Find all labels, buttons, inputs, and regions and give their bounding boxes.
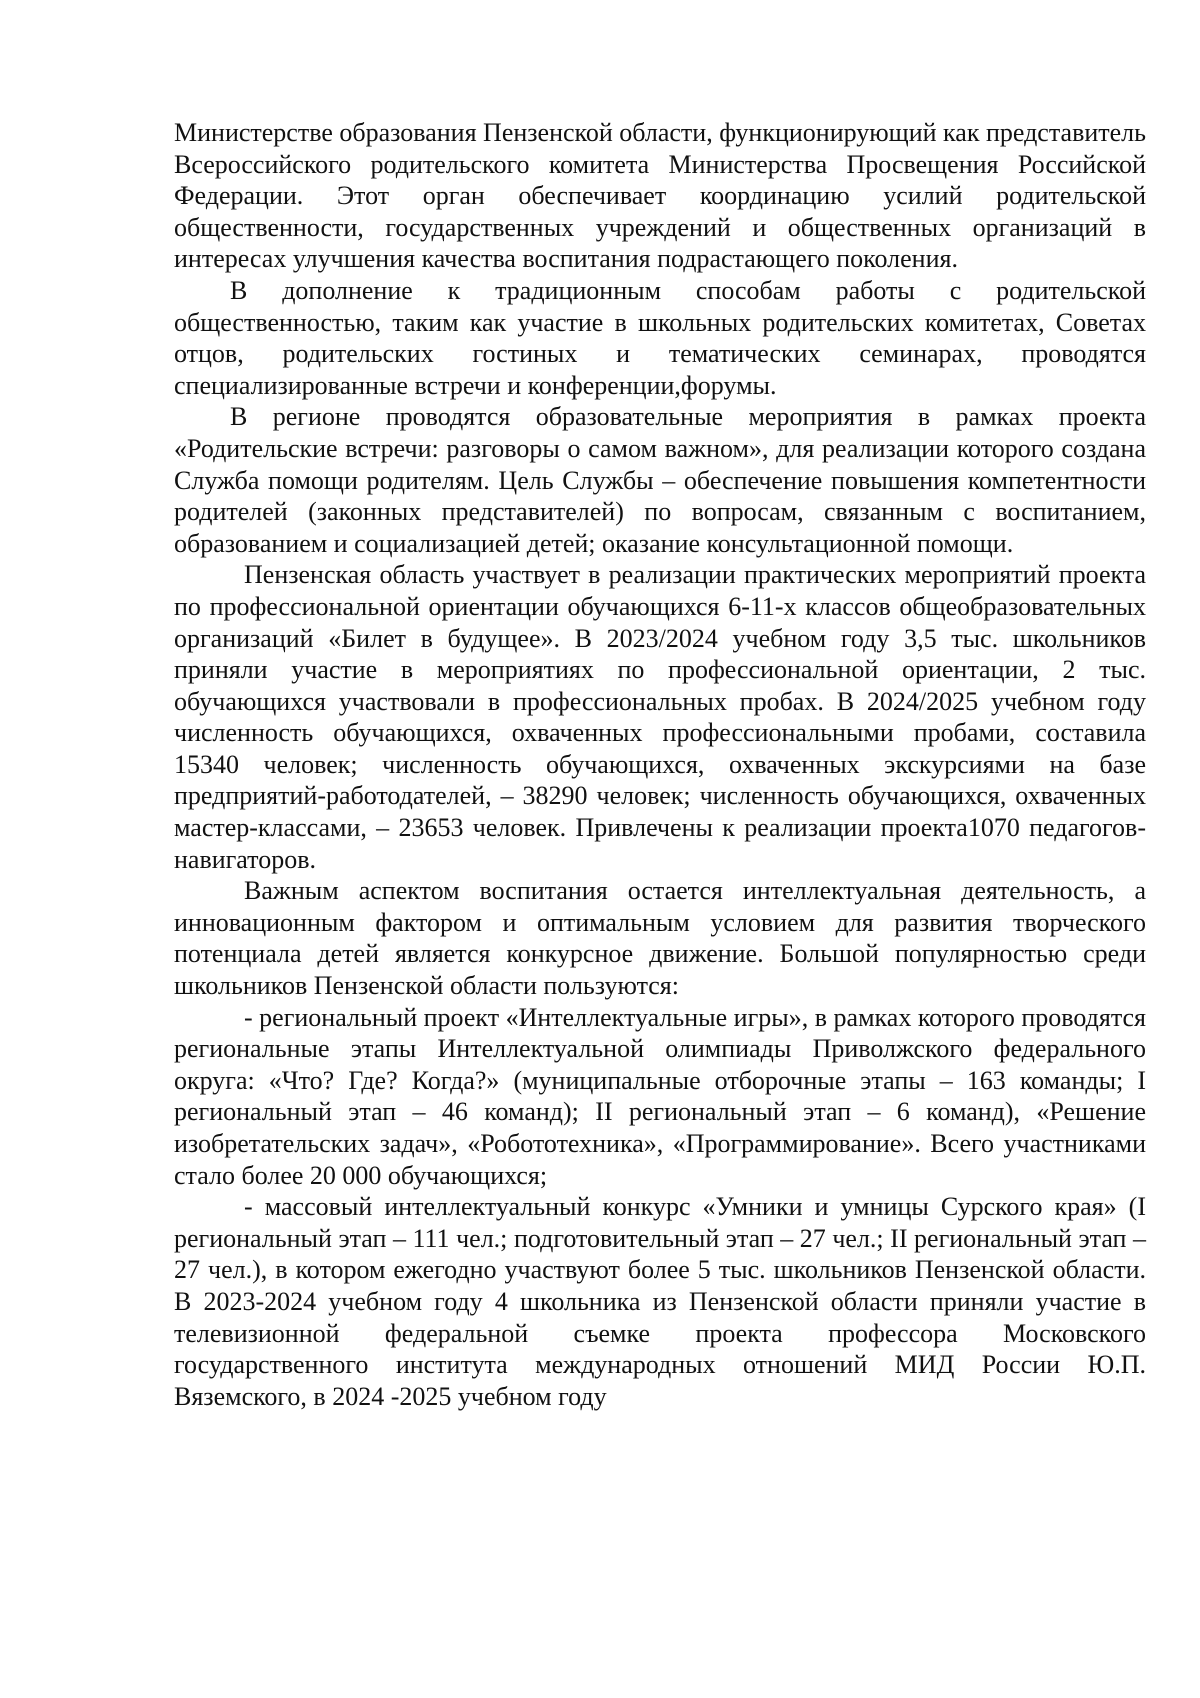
paragraph-career-guidance: Пензенская область участвует в реализации практических мероприятий проекта по профессиональной ориентации обучающихся 6-11-х классов общеобразовательных организаций «Билет в будущее». В 2023/2024 учебном году 3,5 тыс. школьников приняли участие в мероприятиях по профессиональной ориентации, 2 тыс. обучающихся участвовали в профессиональных пробах. В 2024/2025 учебном году численность обучающихся, охваченных профессиональными пробами, составила 15340 человек; численность обучающихся, охваченных экскурсиями на базе предприятий-работодателей, – 38290 человек; численность обучающихся, охваченных мастер-классами, – 23653 человек. Привлечены к реализации проекта1070 педагогов-навигаторов. xyxy=(174,560,1146,874)
list-item-intellectual-games: - региональный проект «Интеллектуальные игры», в рамках которого проводятся региональные этапы Интеллектуальной олимпиады Приволжского федерального округа: «Что? Где? Когда?» (муниципальные отборочные этапы – 163 команды; I региональный этап – 46 команд); II региональный этап – 6 команд), «Решение изобретательских задач», «Робототехника», «Программирование». Всего участниками стало более 20 000 обучающихся; xyxy=(174,1002,1146,1190)
list-item-smart-contest: - массовый интеллектуальный конкурс «Умники и умницы Сурского края» (I региональный этап – 111 чел.; подготовительный этап – 27 чел.; II региональный этап – 27 чел.), в котором ежегодно участвуют более 5 тыс. школьников Пензенской области. В 2023-2024 учебном году 4 школьника из Пензенской области приняли участие в телевизионной федеральной съемке проекта профессора Московского государственного института международных отношений МИД России Ю.П. Вяземского, в 2024 -2025 учебном году xyxy=(174,1192,1146,1411)
paragraph-ministry-committee: Министерстве образования Пензенской области, функционирующий как представитель Всероссийского родительского комитета Министерства Просвещения Российской Федерации. Этот орган обеспечивает координацию усилий родительской общественности, государственных учреждений и общественных организаций в интересах улучшения качества воспитания подрастающего поколения. xyxy=(174,118,1146,274)
paragraph-intellectual-activity: Важным аспектом воспитания остается интеллектуальная деятельность, а инновационным фактором и оптимальным условием для развития творческого потенциала детей является конкурсное движение. Большой популярностью среди школьников Пензенской области пользуются: xyxy=(174,876,1146,1001)
paragraph-parent-meetings-project: В регионе проводятся образовательные мероприятия в рамках проекта «Родительские встречи: разговоры о самом важном», для реализации которого создана Служба помощи родителям. Цель Службы – обеспечение повышения компетентности родителей (законных представителей) по вопросам, связанным с воспитанием, образованием и социализацией детей; оказание консультационной помощи. xyxy=(174,402,1146,558)
paragraph-parent-community-work: В дополнение к традиционным способам работы с родительской общественностью, таким как участие в школьных родительских комитетах, Советах отцов, родительских гостиных и тематических семинарах, проводятся специализированные встречи и конференции,форумы. xyxy=(174,275,1146,400)
document-body xyxy=(174,117,1146,1412)
